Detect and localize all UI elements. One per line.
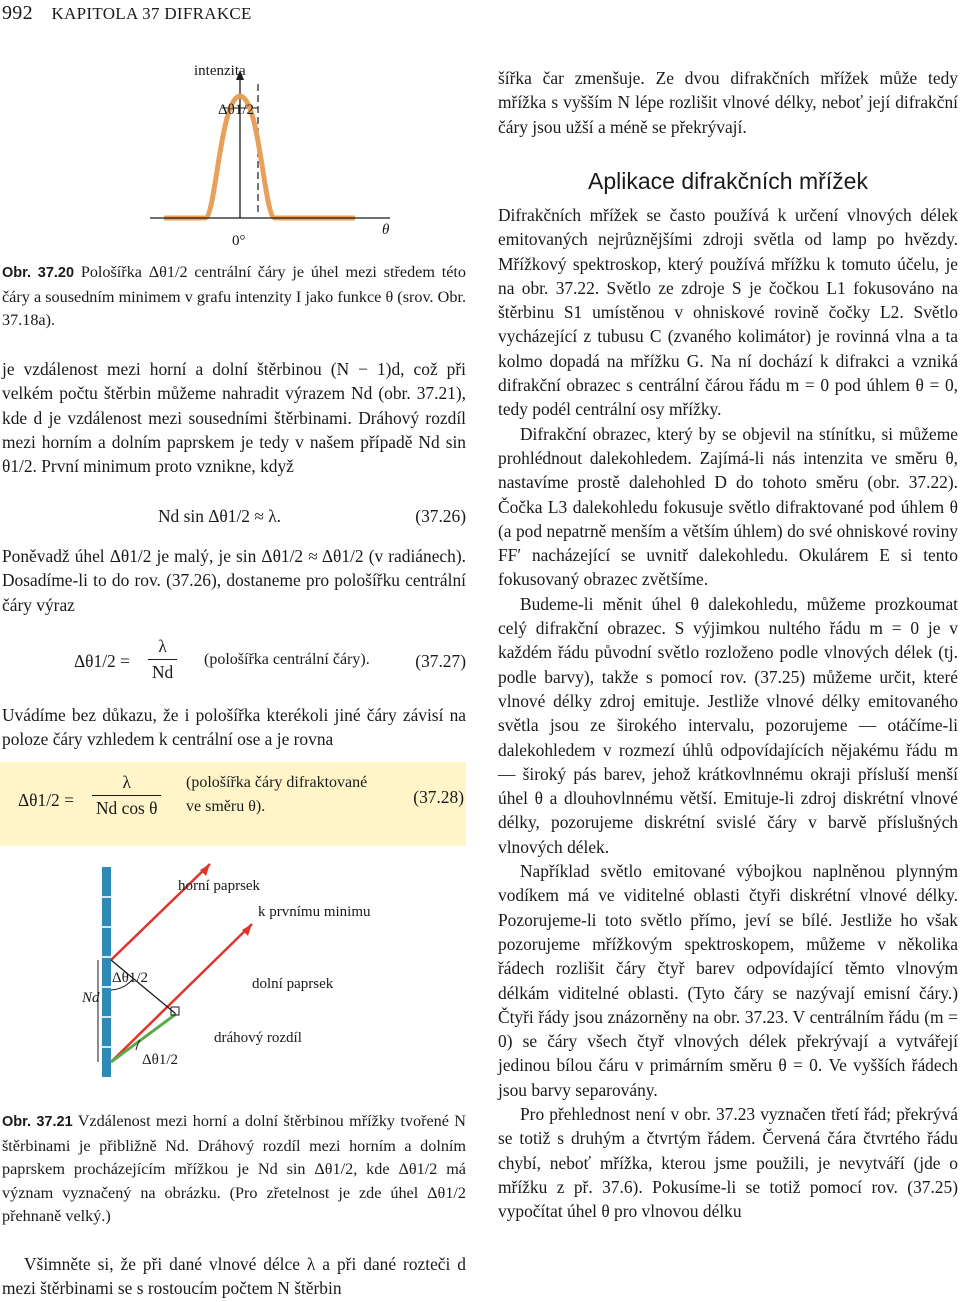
section-heading: Aplikace difrakčních mřížek [588,168,868,194]
left-paragraph-3 [2,703,466,752]
paragraph-text: Uvádíme bez důkazu, že i pološířka kterékoli jiné čáry závisí na poloze čáry vzhledem k centrální ose a je rovna [2,705,466,750]
equation-number: (37.28) [413,787,464,807]
paragraph-text: je vzdálenost mezi horní a dolní štěrbinou (N − 1)d, což při velkém počtu štěrbin můžeme nahradit výrazem Nd (obr. 37.21), kde d je vzdálenost mezi sousedními štěrbinami. Dráhový rozdíl mezi horním a dolním paprskem je tedy v našem případě Nd sin θ1/2. První minimum proto vznikne, když [2,359,466,477]
grating [102,867,111,1077]
right-paragraph-5: Pro přehlednost není v obr. 37.23 vyznačen třetí řád; překrývá se totiž s druhým a čtvrtým řádem. Červená čára čtvrtého řádu chybí, neboť mřížka, kterou jsme použili, je nevytváří (jde o mřížku z př. 37.6). Pokusíme-li se totiž pomocí rov. (37.25) vypočítat úhel θ pro vlnovou délku [498,1103,958,1222]
figure-37-21-caption [2,1110,466,1229]
equation-37-26 [2,506,466,532]
numerator: λ [92,772,161,796]
numerator: λ [148,636,177,660]
equation-37-28 [0,762,466,846]
figure-37-20 [150,58,410,258]
chapter-title: KAPITOLA 37 DIFRAKCE [51,4,252,23]
angle-label-2: Δθ1/2 [142,1052,178,1068]
right-paragraph-0 [498,66,958,139]
running-header [2,2,252,25]
equation-number: (37.27) [415,651,466,671]
upper-ray-arrow [200,864,210,876]
first-minimum-label: k prvnímu minimu [258,904,371,920]
right-column-body [498,203,958,1223]
equation-fraction [92,772,161,819]
equation-lhs: Δθ1/2 = [18,790,74,810]
paragraph-text: šířka čar zmenšuje. Ze dvou difrakčních mřížek může tedy mřížka s vyšším N lépe rozlišit vlnové délky, neboť její difrakční čáry jsou užší a méně se překrývají. [498,68,958,137]
denominator: Nd [152,662,174,682]
lower-ray-label: dolní paprsek [252,976,334,992]
origin-label: 0° [232,233,246,249]
left-paragraph-4 [2,1252,466,1301]
right-paragraph-3: Budeme-li měnit úhel θ dalekohledu, můžeme prozkoumat celý difrakční obrazec. S výjimkou nultého řádu m = 0 je v každém řádu původní světlo rozloženo podle vlnových délek (tj. podle barvy), takže s pomocí rov. (37.25) můžeme určit, které vlnové délky zdroj emituje. Jestliže vlnové délky emitovaného světla jsou ze širokého intervalu, pozorujeme — otáčíme-li dalekohledem v rozmezí úhlů odpovídajících nějakému řádu m — široký pás barev, jehož krátkovlnnému okraji přísluší menší úhel θ a dlouhovlnnému větší. Emituje-li zdroj diskrétní vlnové délky, pozorujeme diskrétní svislé čáry v barvě příslušných vlnových délek. [498,593,958,857]
right-paragraph-4: Například světlo emitované výbojkou naplněnou plynným vodíkem má ve viditelné oblasti čtyři diskrétní vlnové délky. Pozorujeme-li toto světlo přímo, jeví se bílé. Jestliže ho však pozorujeme mřížkovým spektroskopem, můžeme v několika řádech rozlišit čáry čtyř barev odpovídající těmto vlnovým délkám viditelné oblasti. (Tyto čáry se nazývají emisní čáry.) Čtyři řády jsou znázorněny na obr. 37.23. V centrálním řádu (m = 0) se čáry všech čtyř vlnových délek překrývají a vytvářejí jedinou bílou čáru v primárním směru θ = 0. Ve vyšších řádech jsou barvy separovány. [498,861,958,1100]
paragraph-text: Poněvadž úhel Δθ1/2 je malý, je sin Δθ1/2 ≈ Δθ1/2 (v radiánech). Dosadíme-li to do rov. (37.26), dostaneme pro pološířku centrální čáry výraz [2,546,466,615]
caption-text: Pološířka Δθ1/2 centrální čáry je úhel mezi středem této čáry a sousedním minimem v grafu intenzity I jako funkce θ (srov. Obr. 37.18a). [2,263,466,329]
equation-note-line-1: (pološířka čáry difraktované [186,774,368,791]
intensity-peak [164,96,355,218]
equation-lhs: Δθ1/2 = [74,651,130,671]
equation-note: (pološířka centrální čáry). [204,651,370,668]
nd-label: Nd [82,990,100,1006]
figure-37-20-caption [2,261,466,333]
left-paragraph-2 [2,544,466,617]
denominator: Nd cos θ [96,798,158,818]
equation-body: Nd sin Δθ1/2 ≈ λ. [158,506,281,526]
angle-label-1: Δθ1/2 [112,970,148,986]
lower-ray-arrow [242,924,252,936]
right-paragraph-2: Difrakční obrazec, který by se objevil na stínítku, si můžeme prohlédnout dalekohledem. Zajímá-li nás intenzita ve směru θ, nastavíme prostě dalehohled D do tohoto směru (obr. 37.22). Čočka L3 dalekohledu fokusuje světlo difraktované pod úhlem θ (a pod nepatrně menším a větším úhlem) do své ohniskové roviny FF′ nacházející se uvnitř dalekohledu. Okulárem E si tento fokusovaný obrazec zvětšíme. [498,423,958,590]
left-paragraph-1 [2,357,466,478]
equation-number: (37.26) [415,506,466,526]
caption-number: Obr. 37.20 [2,265,75,281]
equation-fraction [148,636,177,683]
right-paragraph-1: Difrakčních mřížek se často používá k určení vlnových délek emitovaných nejrůznějšími zdroji světla od lamp po hvězdy. Mřížkový spektroskop, který používá mřížku k tomuto účelu, je na obr. 37.22. Světlo ze zdroje S je čočkou L1 fokusováno na štěrbinu S1 umístěnou v ohniskové rovině čočky L2. Světlo vycházející z tubusu C (zvaného kolimátor) je rovinná vlna a ta kolmo dopadá na mřížku G. Na ní dochází k difrakci a vzniká difrakční obrazec s centrální čárou řádu m = 0 pod úhlem θ = 0, tedy podél centrální osy mřížky. [498,205,958,420]
path-difference-label: dráhový rozdíl [214,1030,302,1046]
perpendicular-line [111,960,176,1014]
equation-note-line-2: ve směru θ). [186,798,266,815]
caption-text: Vzdálenost mezi horní a dolní štěrbinou mřížky tvořené N štěrbinami je přibližně Nd. Dráhový rozdíl mezi horním a dolním paprskem procházejícím mřížkou je Nd sin Δθ1/2, kde Δθ1/2 má význam vyznačený na obrázku. (Pro zřetelnost je zde úhel Δθ1/2 přehnaně velký.) [2,1112,466,1225]
paragraph-text: Všimněte si, že při dané vlnové délce λ a při dané rozteči d mezi štěrbinami se s rostoucím počtem N štěrbin [2,1254,466,1299]
halfwidth-label: Δθ1/2 [218,102,254,118]
intensity-label: intenzita [194,63,246,79]
theta-label: θ [382,222,390,238]
equation-37-27 [2,636,466,692]
caption-number: Obr. 37.21 [2,1114,73,1130]
upper-ray-label: horní paprsek [178,878,261,894]
page-number: 992 [2,2,33,24]
